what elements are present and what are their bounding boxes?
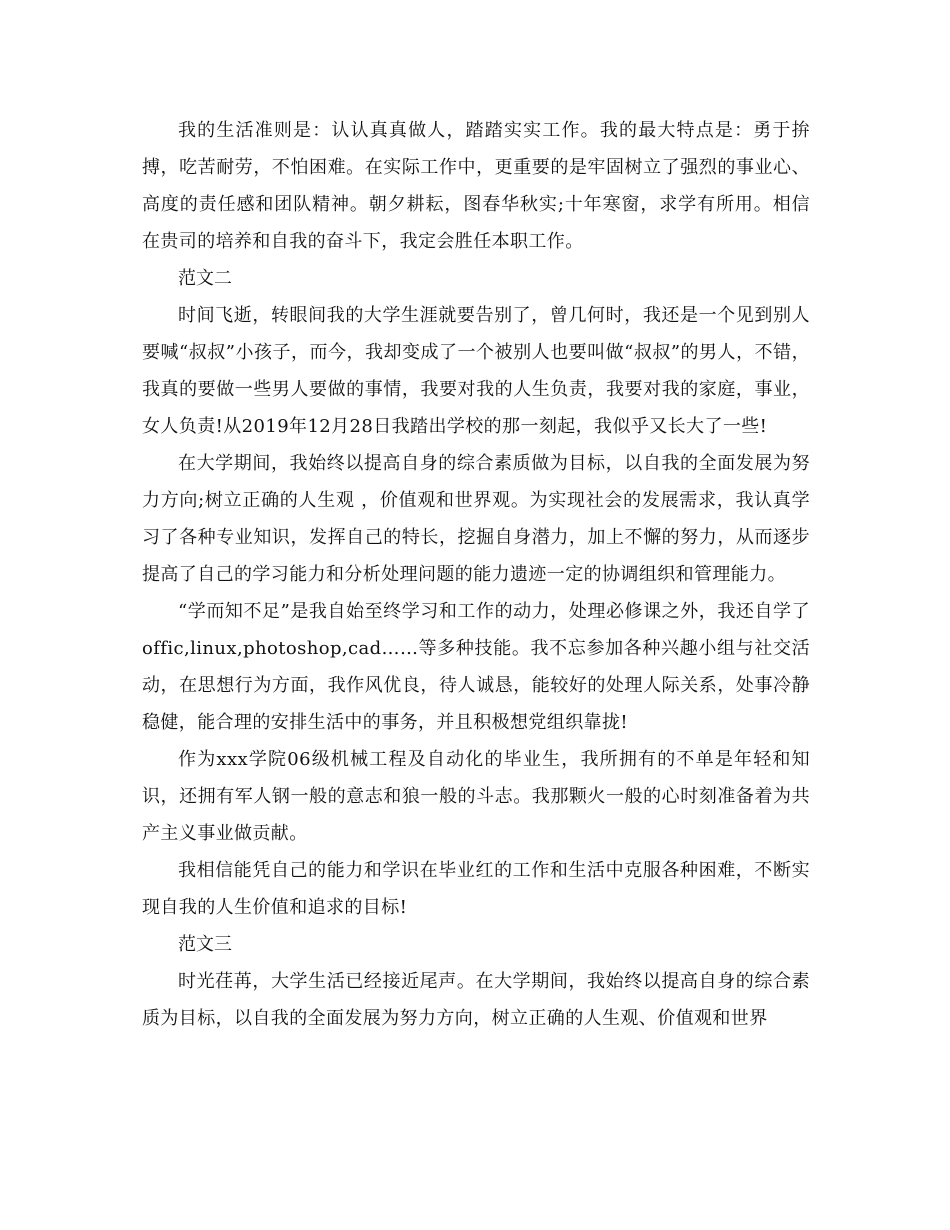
document-body: [142, 112, 810, 1037]
paragraph-life-principles: 我的生活准则是：认认真真做人，踏踏实实工作。我的最大特点是：勇于拚搏，吃苦耐劳，不怕困难。在实际工作中，更重要的是牢固树立了强烈的事业心、高度的责任感和团队精神。朝夕耕耘，图春华秋实;十年寒窗，求学有所用。相信在贵司的培养和自我的奋斗下，我定会胜任本职工作。: [142, 120, 810, 252]
section-heading-sample-three: 范文三: [178, 934, 232, 955]
paragraph-university-period: 在大学期间，我始终以提高自身的综合素质做为目标，以自我的全面发展为努力方向;树立正确的人生观 ，价值观和世界观。为实现社会的发展需求，我认真学习了各种专业知识，发挥自己的特长，挖掘自身潜力，加上不懈的努力，从而逐步提高了自己的学习能力和分析处理问题的能力遗迹一定的协调组织和管理能力。: [142, 453, 810, 585]
paragraph-graduate-identity: 作为xxx学院06级机械工程及自动化的毕业生，我所拥有的不单是年轻和知识，还拥有军人钢一般的意志和狼一般的斗志。我那颗火一般的心时刻准备着为共产主义事业做贡献。: [142, 749, 810, 844]
section-heading-sample-two: 范文二: [178, 268, 232, 289]
paragraph-confidence: 我相信能凭自己的能力和学识在毕业红的工作和生活中克服各种困难，不断实现自我的人生价值和追求的目标!: [142, 860, 810, 918]
paragraph-learning-motivation: “学而知不足”是我自始至终学习和工作的动力，处理必修课之外，我还自学了offic,linux,photoshop,cad……等多种技能。我不忘参加各种兴趣小组与社交活动，在思想行为方面，我作风优良，待人诚恳，能较好的处理人际关系，处事冷静稳健，能合理的安排生活中的事务，并且积极想党组织靠拢!: [142, 601, 810, 733]
paragraph-time-passes: 时光荏苒，大学生活已经接近尾声。在大学期间，我始终以提高自身的综合素质为目标，以自我的全面发展为努力方向，树立正确的人生观、价值观和世界: [142, 971, 810, 1029]
paragraph-time-flies: 时间飞逝，转眼间我的大学生涯就要告别了，曾几何时，我还是一个见到别人要喊“叔叔”小孩子，而今，我却变成了一个被别人也要叫做“叔叔”的男人，不错，我真的要做一些男人要做的事情，我要对我的人生负责，我要对我的家庭，事业，女人负责!从2019年12月28日我踏出学校的那一刻起，我似乎又长大了一些!: [142, 305, 810, 437]
